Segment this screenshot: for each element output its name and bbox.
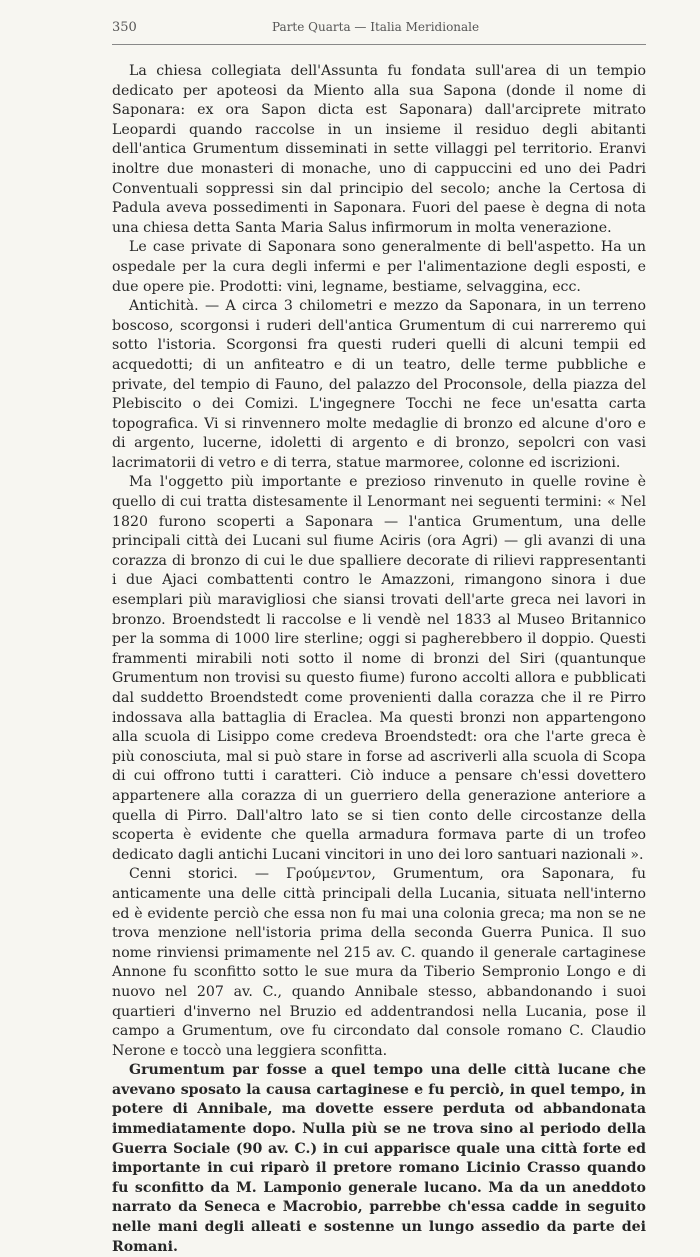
page-number: 350 xyxy=(112,20,137,35)
running-title: Parte Quarta — Italia Meridionale xyxy=(272,20,480,34)
paragraph-grumentum: Grumentum par fosse a quel tempo una delle città lucane che avevano sposato la causa cartaginese e fu perciò, in quel tempo, in potere di Annibale, ma dovette essere perduta od abbandonata immediatamente dopo. Nulla più se ne trova sino al periodo della Guerra Sociale (90 av. C.) in cui apparisce quale una città forte ed importante in cui riparò il pretore romano Licinio Crasso quando fu sconfitto da M. Lamponio generale lucano. Ma da un aneddoto narrato da Seneca e Macrobio, parrebbe ch'essa cadde in seguito nelle mani degli alleati e sostenne un lungo assedio da parte dei Romani. xyxy=(112,1062,646,1255)
body-text xyxy=(112,62,646,1257)
paragraph-lenormant: Ma l'oggetto più importante e prezioso rinvenuto in quelle rovine è quello di cui tratta distesamente il Lenormant nei seguenti termini: « Nel 1820 furono scoperti a Saponara — l'antica Grumentum, una delle principali città dei Lucani sul fiume Aciris (ora Agri) — gli avanzi di una corazza di bronzo di cui le due spalliere decorate di rilievi rappresentanti i due Ajaci combattenti contro le Amazzoni, rimangono sinora i due esemplari più maravigliosi che siansi trovati dell'arte greca nei lavori in bronzo. Broendstedt li raccolse e li vendè nel 1833 al Museo Britannico per la somma di 1000 lire sterline; oggi si pagherebbero il doppio. Questi frammenti mirabili noti sotto il nome di bronzi del Siri (quantunque Grumentum non trovisi su questo fiume) furono accolti allora e pubblicati dal suddetto Broendstedt come provenienti dalla corazza che il re Pirro indossava alla battaglia di Eraclea. Ma questi bronzi non appartengono alla scuola di Lisippo come credeva Broendstedt: ora che l'arte greca è più conosciuta, mal si può stare in forse ad ascriverli alla scuola di Scopa di cui offrono tutti i caratteri. Ciò induce a pensare ch'essi dovettero appartenere alla corazza di un guerriero della generazione anteriore a quella di Pirro. Dall'altro lato se si tien conto delle circostanze della scoperta è evidente che quella armadura formava parte di un trofeo dedicato dagli antichi Lucani vincitori in uno dei loro santuari nazionali ». xyxy=(112,474,646,863)
header-rule xyxy=(112,44,646,45)
paragraph-cenni-storici: Cenni storici. — Γρούμεντον, Grumentum, ora Saponara, fu anticamente una delle città principali della Lucania, situata nell'interno ed è evidente perciò che essa non fu mai una colonia greca; ma non se ne trova menzione nell'istoria prima della seconda Guerra Punica. Il suo nome rinviensi primamente nel 215 av. C. quando il generale cartaginese Annone fu sconfitto sotto le sue mura da Tiberio Sempronio Longo e di nuovo nel 207 av. C., quando Annibale stesso, abbandonando i suoi quartieri d'inverno nel Bruzio ed addentrandosi nella Lucania, pose il campo a Grumentum, ove fu circondato dal console romano C. Claudio Nerone e toccò una leggiera sconfitta. xyxy=(112,866,646,1059)
paragraph-antichita: Antichità. — A circa 3 chilometri e mezzo da Saponara, in un terreno boscoso, scorgonsi i ruderi dell'antica Grumentum di cui narreremo qui sotto l'istoria. Scorgonsi fra questi ruderi quelli di alcuni tempii ed acquedotti; di un anfiteatro e di un teatro, delle terme pubbliche e private, del tempio di Fauno, del palazzo del Proconsole, della piazza del Plebiscito o dei Comizi. L'ingegnere Tocchi ne fece un'esatta carta topografica. Vi si rinvennero molte medaglie di bronzo ed alcune d'oro e di argento, lucerne, idoletti di argento e di bronzo, sepolcri con vasi lacrimatorii di vetro e di terra, statue marmoree, colonne ed iscrizioni. xyxy=(112,298,646,471)
paragraph-collegiata: La chiesa collegiata dell'Assunta fu fondata sull'area di un tempio dedicato per apoteosi da Miento alla sua Sapona (donde il nome di Saponara: ex ora Sapon dicta est Saponara) dall'arciprete mitrato Leopardi quando raccolse in un insieme il residuo degli abitanti dell'antica Grumentum disseminati in sette villaggi pel territorio. Eranvi inoltre due monasteri di monache, uno di cappuccini ed uno dei Padri Conventuali soppressi sin dal principio del secolo; anche la Certosa di Padula aveva possedimenti in Saponara. Fuori del paese è degna di nota una chiesa detta Santa Maria Salus infirmorum in molta venerazione. xyxy=(112,63,646,236)
paragraph-case-private: Le case private di Saponara sono generalmente di bell'aspetto. Ha un ospedale per la cura degli infermi e per l'alimentazione degli esposti, e due opere pie. Prodotti: vini, legname, bestiame, selvaggina, ecc. xyxy=(112,239,646,295)
